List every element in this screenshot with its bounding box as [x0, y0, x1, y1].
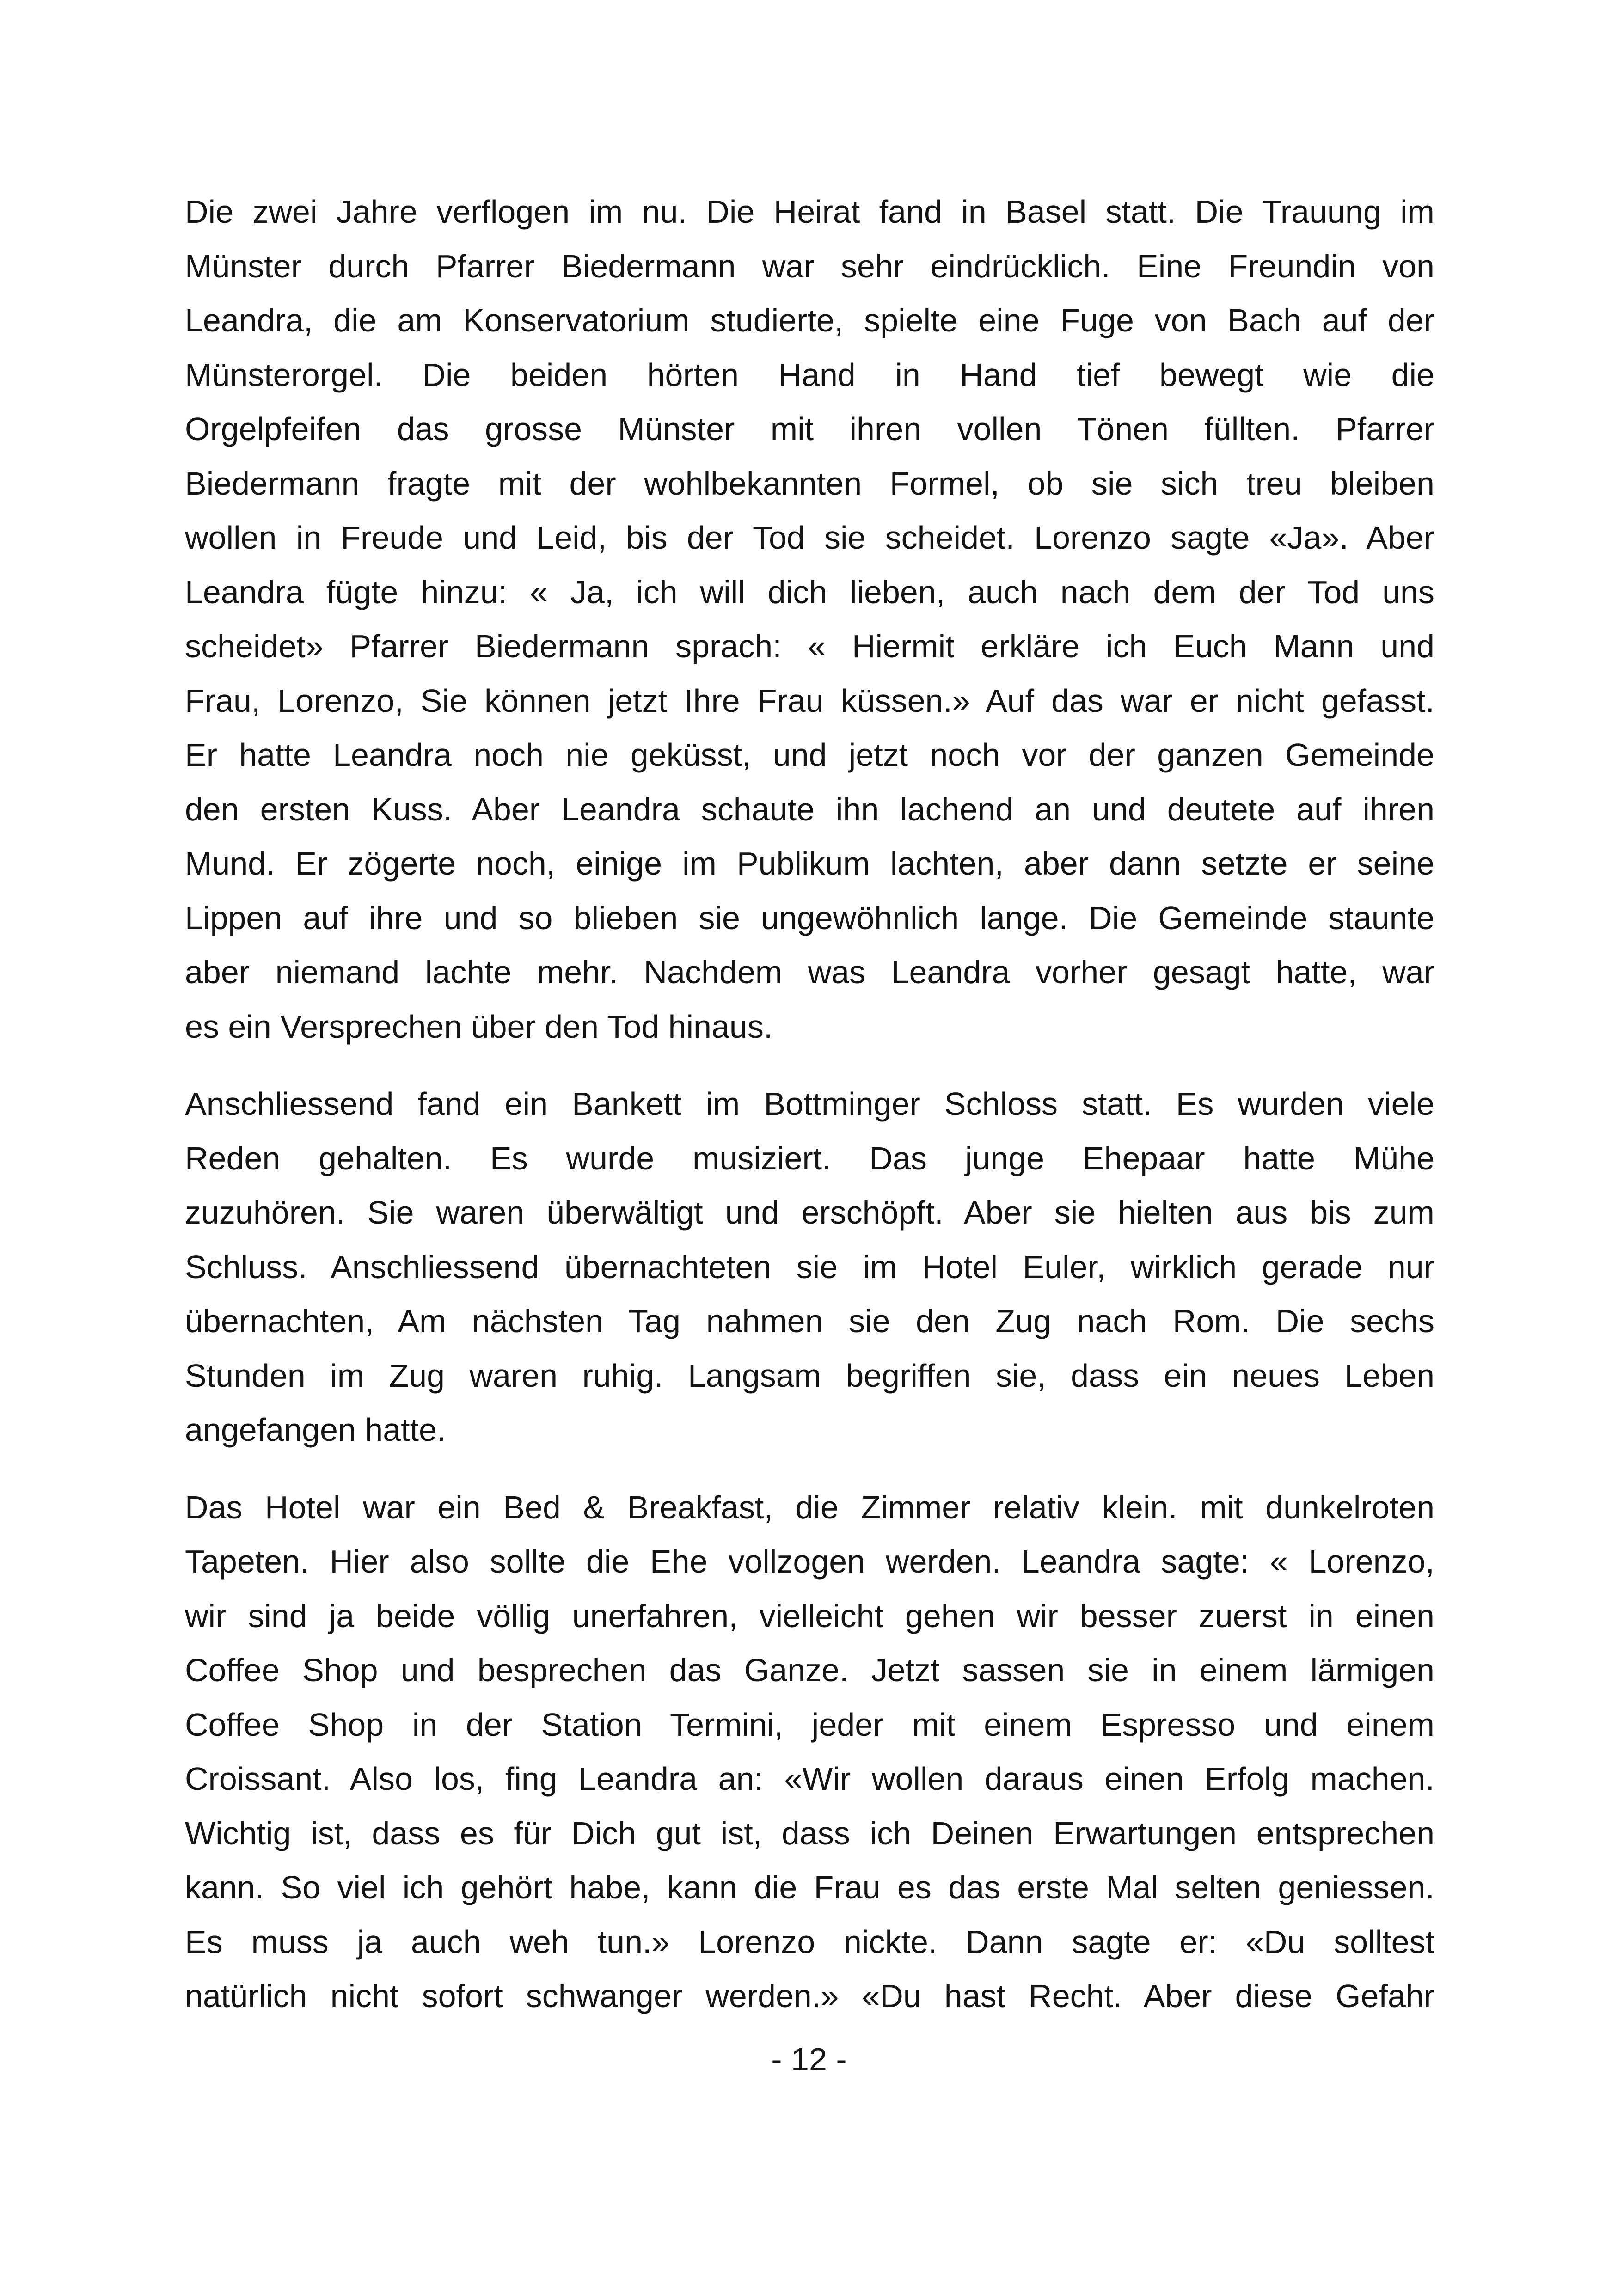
text-line: Lippen auf ihre und so blieben sie ungewöhnlich lange. Die Gemeinde staunte [185, 900, 1434, 936]
text-line: Coffee Shop und besprechen das Ganze. Jetzt sassen sie in einem lärmigen [185, 1652, 1434, 1688]
page-number: - 12 - [771, 2041, 847, 2077]
text-line: Die zwei Jahre verflogen im nu. Die Heirat fand in Basel statt. Die Trauung im [185, 194, 1434, 230]
text-line: Frau, Lorenzo, Sie können jetzt Ihre Frau küssen.» Auf das war er nicht gefasst. [185, 682, 1434, 719]
text-line-last: angefangen hatte. [185, 1412, 446, 1448]
text-line: scheidet» Pfarrer Biedermann sprach: « Hiermit erkläre ich Euch Mann und [185, 628, 1434, 664]
text-line: Er hatte Leandra noch nie geküsst, und jetzt noch vor der ganzen Gemeinde [185, 737, 1434, 773]
text-line: Leandra, die am Konservatorium studierte, spielte eine Fuge von Bach auf der [185, 302, 1434, 338]
text-line: Leandra fügte hinzu: « Ja, ich will dich lieben, auch nach dem der Tod uns [185, 574, 1434, 610]
page-body [185, 185, 1434, 2024]
text-line: Münster durch Pfarrer Biedermann war sehr eindrücklich. Eine Freundin von [185, 248, 1434, 284]
text-line: Reden gehalten. Es wurde musiziert. Das junge Ehepaar hatte Mühe [185, 1140, 1434, 1176]
text-line: Wichtig ist, dass es für Dich gut ist, dass ich Deinen Erwartungen entsprechen [185, 1815, 1434, 1851]
paragraph-1 [185, 185, 1434, 1054]
text-line: den ersten Kuss. Aber Leandra schaute ihn lachend an und deutete auf ihren [185, 791, 1434, 827]
text-line: wir sind ja beide völlig unerfahren, vielleicht gehen wir besser zuerst in einen [185, 1598, 1434, 1634]
paragraph-spacer [185, 1457, 1434, 1481]
text-line: Mund. Er zögerte noch, einige im Publikum lachten, aber dann setzte er seine [185, 845, 1434, 882]
text-line: Tapeten. Hier also sollte die Ehe vollzogen werden. Leandra sagte: « Lorenzo, [185, 1543, 1434, 1580]
text-line: Stunden im Zug waren ruhig. Langsam begriffen sie, dass ein neues Leben [185, 1357, 1434, 1394]
paragraph-spacer [185, 1054, 1434, 1077]
text-line: übernachten, Am nächsten Tag nahmen sie den Zug nach Rom. Die sechs [185, 1303, 1434, 1339]
text-line: zuzuhören. Sie waren überwältigt und erschöpft. Aber sie hielten aus bis zum [185, 1194, 1434, 1231]
text-line: Orgelpfeifen das grosse Münster mit ihren vollen Tönen füllten. Pfarrer [185, 411, 1434, 447]
text-line: Biedermann fragte mit der wohlbekannten Formel, ob sie sich treu bleiben [185, 465, 1434, 502]
text-line-last: es ein Versprechen über den Tod hinaus. [185, 1008, 773, 1045]
text-line: Es muss ja auch weh tun.» Lorenzo nickte. Dann sagte er: «Du solltest [185, 1923, 1434, 1960]
text-line: kann. So viel ich gehört habe, kann die Frau es das erste Mal selten geniessen. [185, 1869, 1434, 1905]
text-line: Das Hotel war ein Bed & Breakfast, die Zimmer relativ klein. mit dunkelroten [185, 1489, 1434, 1525]
text-line: aber niemand lachte mehr. Nachdem was Leandra vorher gesagt hatte, war [185, 954, 1434, 990]
text-line: Münsterorgel. Die beiden hörten Hand in Hand tief bewegt wie die [185, 356, 1434, 393]
text-line: Coffee Shop in der Station Termini, jeder mit einem Espresso und einem [185, 1706, 1434, 1743]
text-line: Anschliessend fand ein Bankett im Bottminger Schloss statt. Es wurden viele [185, 1086, 1434, 1122]
text-line: Croissant. Also los, fing Leandra an: «Wir wollen daraus einen Erfolg machen. [185, 1761, 1434, 1797]
text-line: Schluss. Anschliessend übernachteten sie im Hotel Euler, wirklich gerade nur [185, 1249, 1434, 1285]
paragraph-2 [185, 1077, 1434, 1457]
text-line: natürlich nicht sofort schwanger werden.» «Du hast Recht. Aber diese Gefahr [185, 1978, 1434, 2014]
text-line: wollen in Freude und Leid, bis der Tod sie scheidet. Lorenzo sagte «Ja». Aber [185, 520, 1434, 556]
paragraph-3 [185, 1481, 1434, 2024]
